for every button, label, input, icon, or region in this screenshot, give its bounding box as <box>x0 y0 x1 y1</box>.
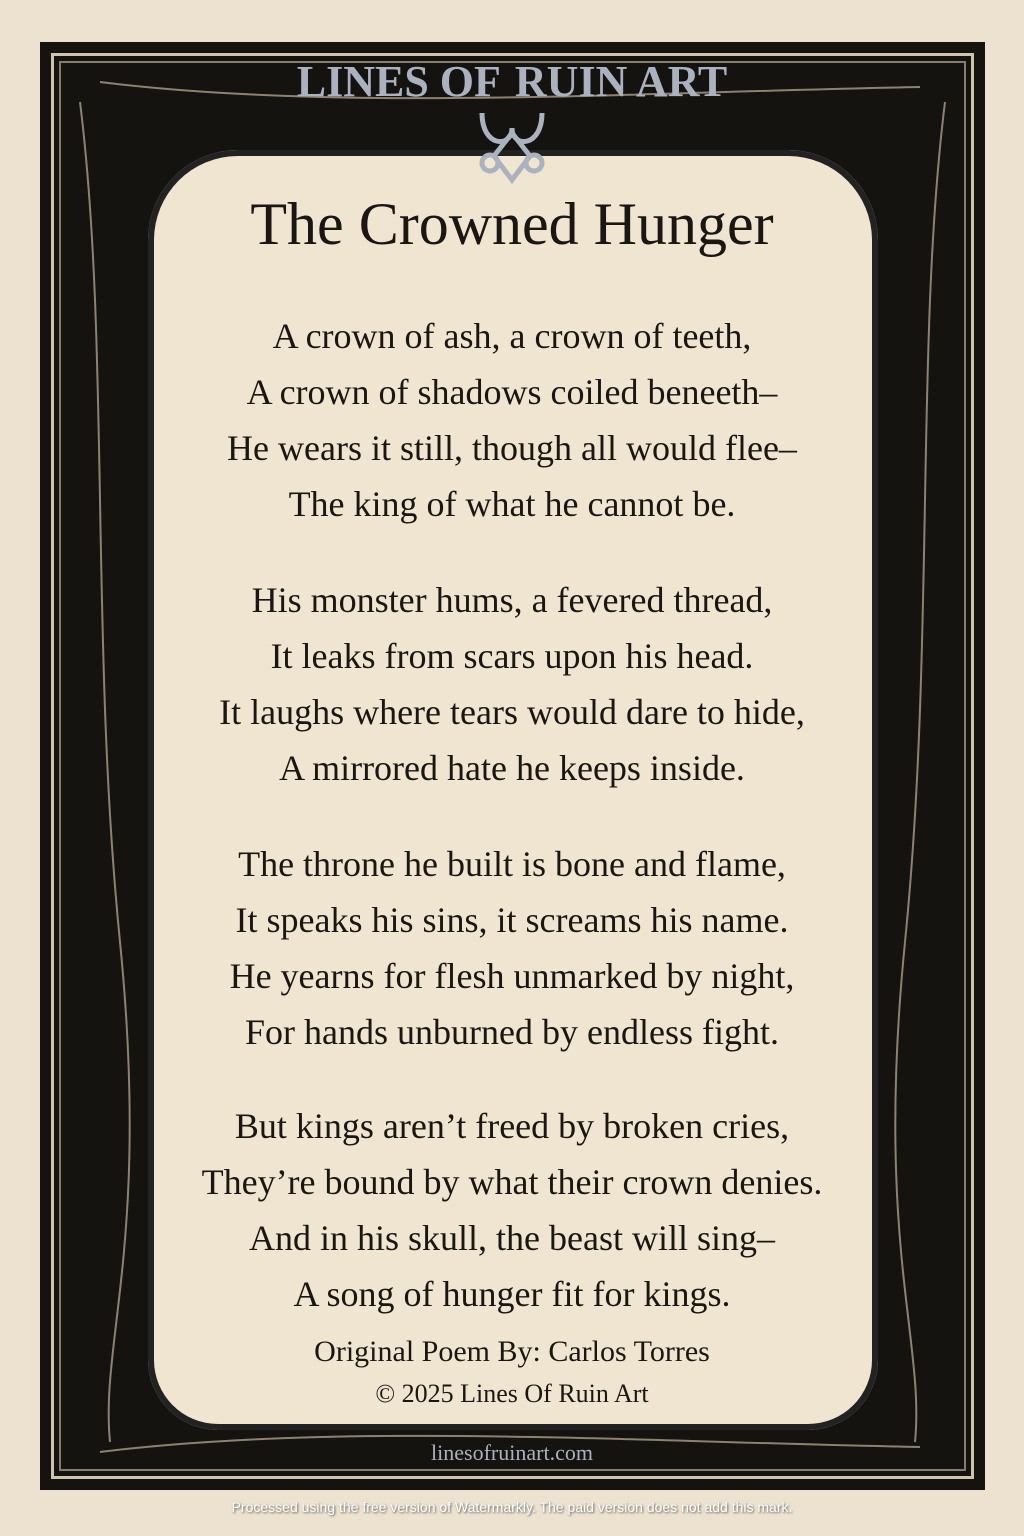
poem-line: The king of what he cannot be. <box>288 484 736 524</box>
poem-line: It speaks his sins, it screams his name. <box>235 900 789 940</box>
poem-line: But kings aren’t freed by broken cries, <box>234 1106 790 1146</box>
poem-line: The throne he built is bone and flame, <box>238 844 786 884</box>
stanza-4 <box>0 1098 1024 1322</box>
poem-line: For hands unburned by endless fight. <box>245 1012 779 1052</box>
poem-line: He wears it still, though all would flee– <box>227 428 797 468</box>
poem-line: They’re bound by what their crown denies. <box>201 1162 823 1202</box>
poem-line: A crown of ash, a crown of teeth, <box>272 316 752 356</box>
poem-line: A crown of shadows coiled beneeth– <box>246 372 778 412</box>
poem-line: It laughs where tears would dare to hide, <box>219 692 805 732</box>
poem-line: A mirrored hate he keeps inside. <box>279 748 745 788</box>
copyright: © 2025 Lines Of Ruin Art <box>375 1379 649 1408</box>
watermark-line-2: RUIN ART <box>514 57 728 106</box>
watermark-url: linesofruinart.com <box>431 1440 593 1465</box>
watermarkly-notice: Processed using the free version of Watermarkly. The paid version does not add this mark. <box>231 1499 793 1515</box>
watermark-text <box>0 58 1024 106</box>
author-credit: Original Poem By: Carlos Torres <box>314 1335 710 1368</box>
poem-line: It leaks from scars upon his head. <box>270 636 754 676</box>
poem-title: The Crowned Hunger <box>250 191 774 257</box>
poem-line: His monster hums, a fevered thread, <box>251 580 773 620</box>
watermark-line-1: LINES OF <box>296 57 501 106</box>
poem-line: A song of hunger fit for kings. <box>293 1274 731 1314</box>
stanza-1 <box>0 308 1024 532</box>
poem-line: He yearns for flesh unmarked by night, <box>229 956 795 996</box>
stanza-3 <box>0 836 1024 1060</box>
poem-line: And in his skull, the beast will sing– <box>249 1218 775 1258</box>
watermark-logo-icon <box>472 108 552 186</box>
stanza-2 <box>0 572 1024 796</box>
